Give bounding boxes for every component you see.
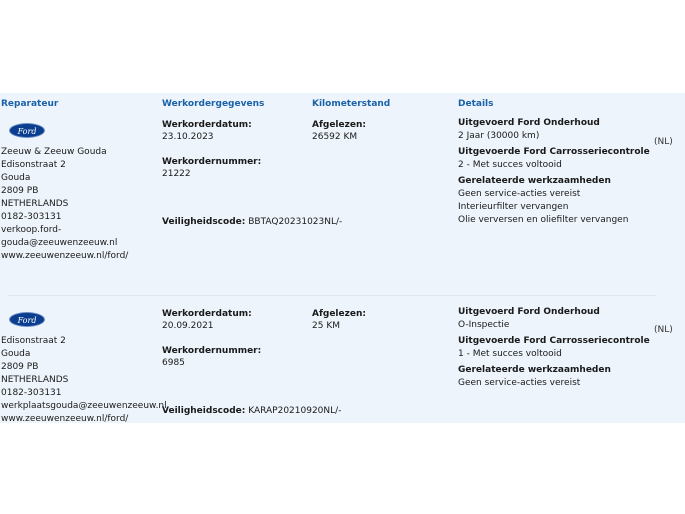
workorder-number: 6985 [162,358,185,368]
ford-logo-mark [14,126,40,136]
odometer-label: Afgelezen: [312,120,366,130]
language-badge: (NL) [654,137,673,147]
workorder-number-label: Werkordernummer: [162,157,262,167]
ford-logo [9,312,45,327]
repairer-address-1 [1,146,128,263]
details-block-1 [458,117,650,227]
repairer-line: Zeeuw & Zeeuw Gouda [1,147,107,157]
details-title: Uitgevoerd Ford Onderhoud [458,307,600,317]
odometer-label: Afgelezen: [312,309,366,319]
language-badge: (NL) [654,325,673,335]
details-title: Uitgevoerd Ford Onderhoud [458,118,600,128]
repairer-line: Gouda [1,349,31,359]
details-line: 2 - Met succes voltooid [458,160,562,170]
security-code-value: KARAP20210920NL/- [248,406,342,416]
workorder-date: 20.09.2021 [162,321,214,331]
workorder-date-label: Werkorderdatum: [162,120,252,130]
odometer-value: 25 KM [312,321,340,331]
repairer-line: 0182-303131 [1,212,62,222]
odometer-value: 26592 KM [312,132,358,142]
details-line: 1 - Met succes voltooid [458,349,562,359]
repairer-line: 0182-303131 [1,388,62,398]
repairer-line: Gouda [1,173,31,183]
repairer-line: Edisonstraat 2 [1,336,66,346]
workorder-date-label: Werkorderdatum: [162,309,252,319]
repairer-line: verkoop.ford- [1,225,62,235]
repairer-address-2 [1,335,167,426]
details-line: O-Inspectie [458,320,510,330]
details-line: Geen service-acties vereist [458,189,581,199]
security-code [162,405,341,418]
details-title: Gerelateerde werkzaamheden [458,176,611,186]
repairer-line: gouda@zeeuwenzeeuw.nl [1,238,118,248]
ford-logo-mark [14,315,40,325]
security-code-label: Veiligheidscode: [162,217,246,227]
repairer-line: 2809 PB [1,186,39,196]
details-title: Uitgevoerde Ford Carrosseriecontrole [458,336,650,346]
repairer-line: NETHERLANDS [1,375,69,385]
details-line: Geen service-acties vereist [458,378,581,388]
security-code-label: Veiligheidscode: [162,406,246,416]
repairer-line: www.zeeuwenzeeuw.nl/ford/ [1,414,129,424]
details-line: Olie verversen en oliefilter vervangen [458,215,629,225]
details-block-2 [458,306,650,390]
repairer-line: werkplaatsgouda@zeeuwenzeeuw.nl [1,401,167,411]
security-code-value: BBTAQ20231023NL/- [248,217,343,227]
repairer-line: Edisonstraat 2 [1,160,66,170]
details-line: 2 Jaar (30000 km) [458,131,540,141]
repairer-line: www.zeeuwenzeeuw.nl/ford/ [1,251,129,261]
header-details: Details [458,99,494,109]
header-repairer: Reparateur [1,99,59,109]
details-title: Uitgevoerde Ford Carrosseriecontrole [458,147,650,157]
security-code [162,216,342,229]
ford-logo-text: Ford [17,126,37,136]
details-line: Interieurfilter vervangen [458,202,569,212]
workorder-number: 21222 [162,169,191,179]
workorder-number-label: Werkordernummer: [162,346,262,356]
repairer-line: NETHERLANDS [1,199,69,209]
repairer-line: 2809 PB [1,362,39,372]
header-odometer: Kilometerstand [312,99,391,109]
ford-logo [9,123,45,138]
record-divider [8,295,656,296]
ford-logo-text: Ford [17,315,37,325]
details-title: Gerelateerde werkzaamheden [458,365,611,375]
header-workorder: Werkordergegevens [162,99,265,109]
workorder-date: 23.10.2023 [162,132,214,142]
